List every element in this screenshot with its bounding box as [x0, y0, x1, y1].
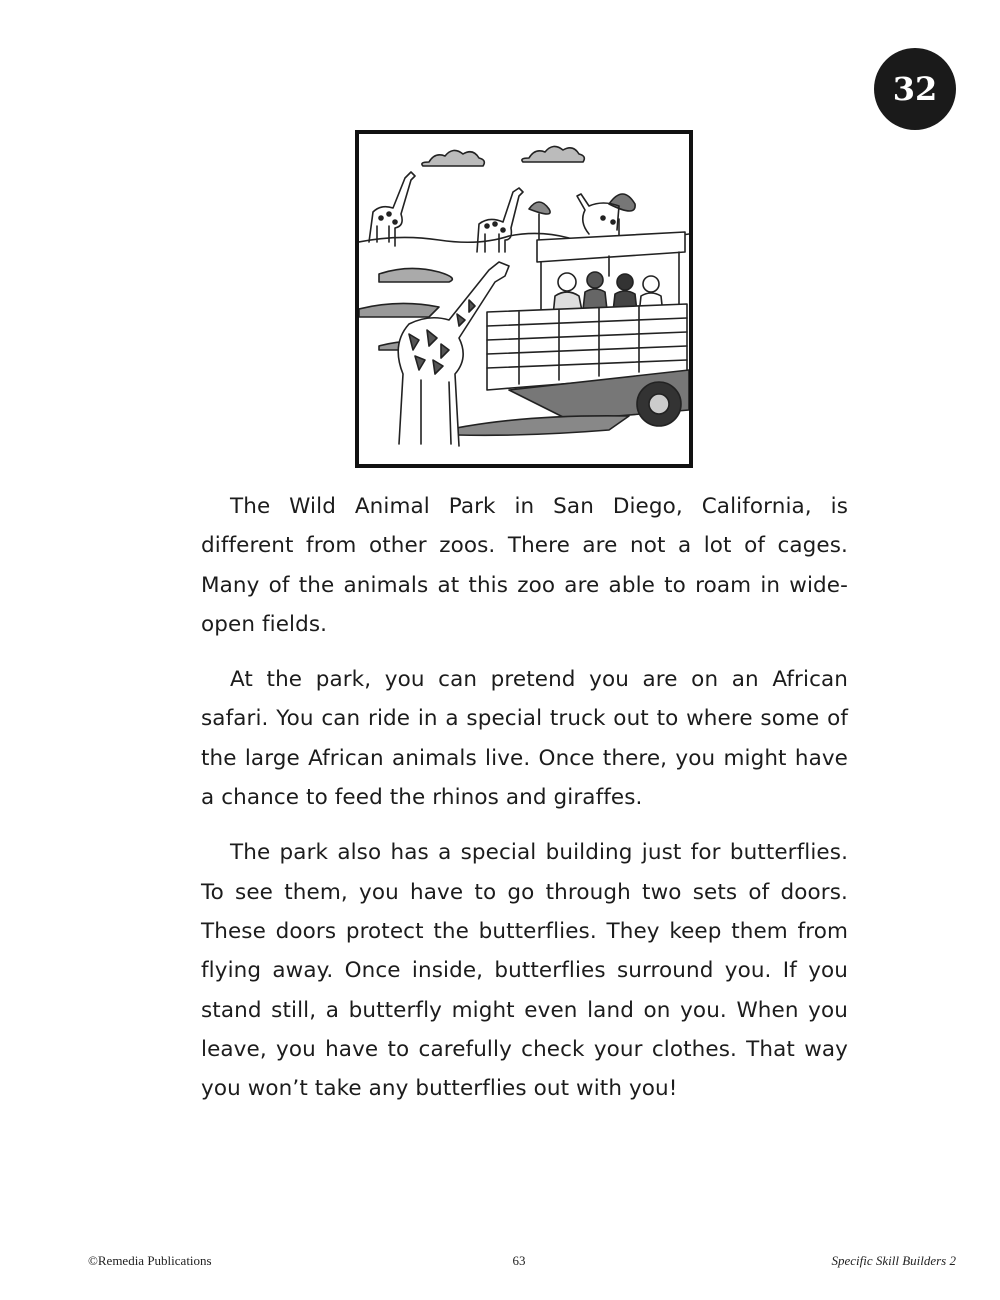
giraffe-truck-drawing — [359, 134, 689, 464]
footer-book-title: Specific Skill Builders 2 — [831, 1253, 956, 1268]
paragraph-3: The park also has a special building just for butterflies. To see them, you have to go through two sets of doors. These doors protect the butterflies. They keep them from flying away. Once inside, butterflies surround you. If you stand still, a butterfly might even land on you. When you leave, you have to carefully check your clothes. That way you won’t take any butterflies out with you! — [201, 840, 848, 1102]
paragraph-2: At the park, you can pretend you are on an African safari. You can ride in a special truck out to where some of the large African animals live. Once there, you might have a chance to feed the rhinos and giraffes. — [201, 667, 848, 811]
footer-page-number: 63 — [512, 1253, 526, 1268]
safari-illustration — [355, 130, 693, 468]
activity-number-badge — [874, 48, 956, 130]
reading-passage — [201, 487, 848, 1124]
footer-publisher: ©Remedia Publications — [88, 1253, 212, 1268]
activity-number: 32 — [892, 70, 938, 108]
paragraph-1: The Wild Animal Park in San Diego, California, is different from other zoos. There are not a lot of cages. Many of the animals at this zoo are able to roam in wide-open fields. — [201, 494, 848, 637]
